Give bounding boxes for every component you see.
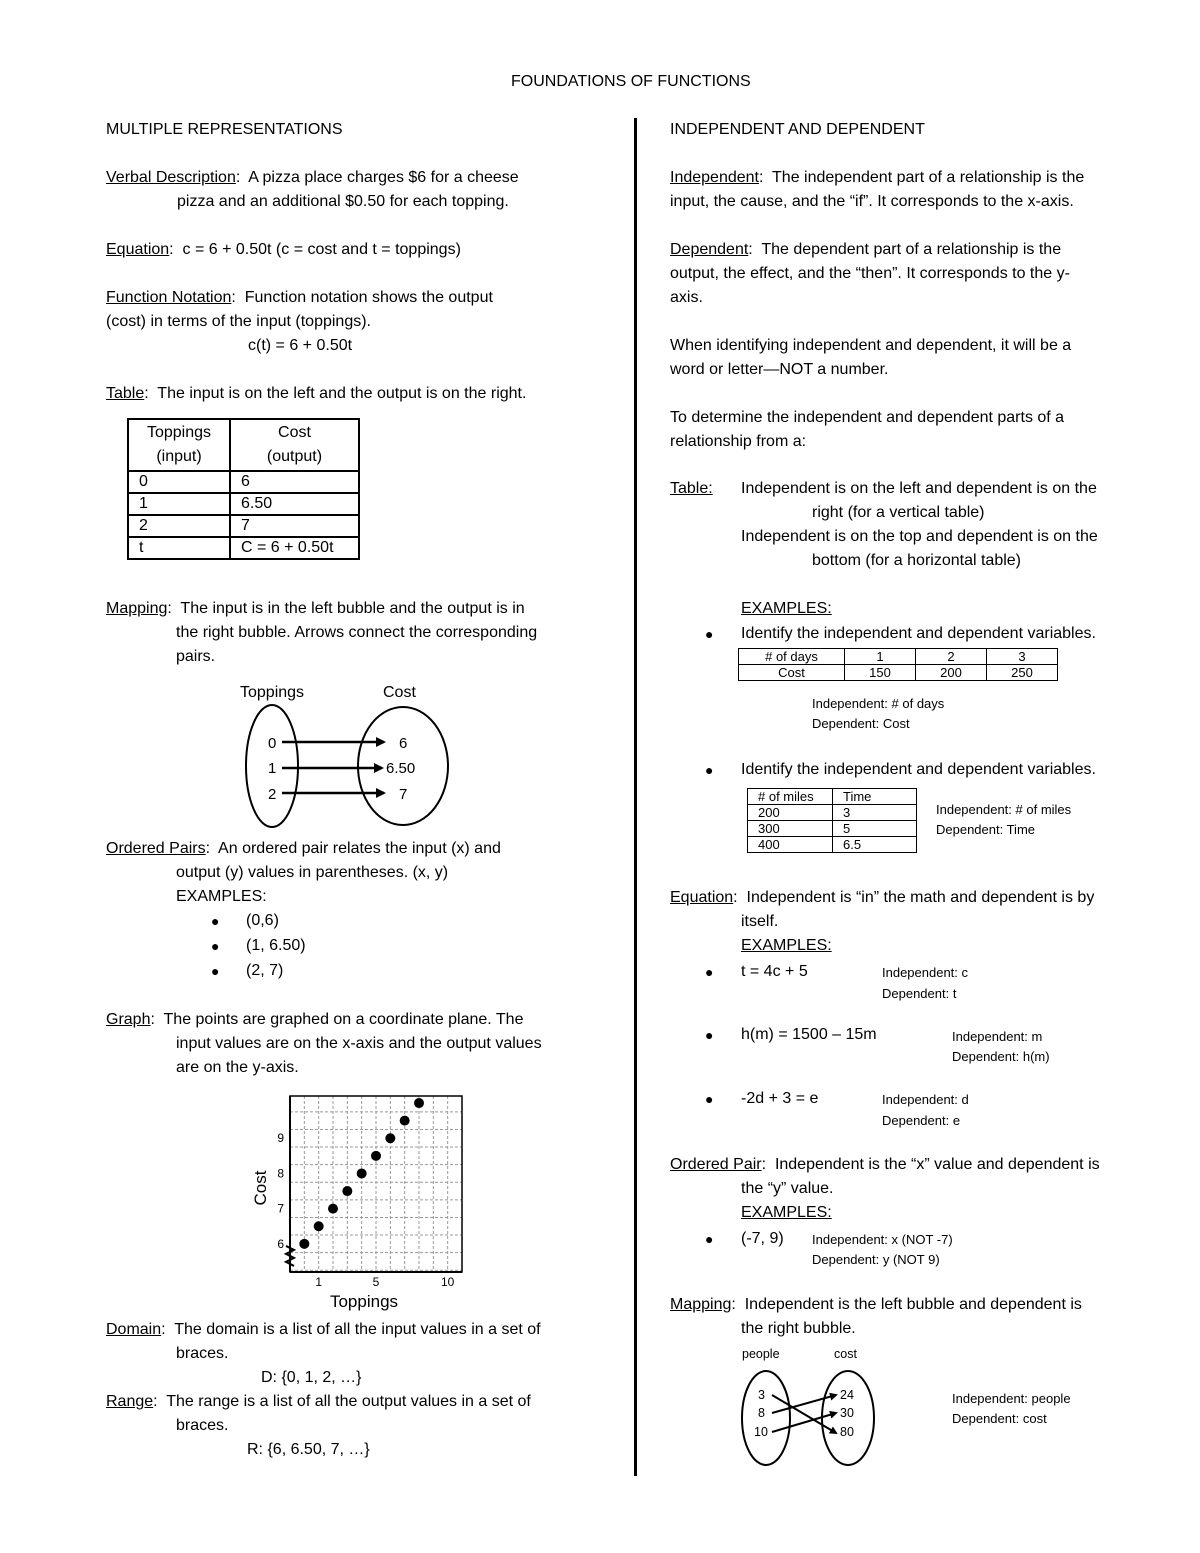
horizontal-table: [738, 648, 1058, 681]
table-section: Table: The input is on the left and the output is on the right.: [106, 385, 527, 402]
independent-label: Independent: [670, 169, 759, 186]
table-cell: 2: [916, 649, 987, 665]
equation-section: Equation: c = 6 + 0.50t (c = cost and t = toppings): [106, 241, 461, 258]
mapping-right-title: Cost: [383, 684, 416, 701]
table-row: [748, 837, 917, 853]
mapping2-output: 24: [840, 1388, 854, 1402]
mapping-output: 6: [399, 735, 408, 752]
verbal-line1: A pizza place charges $6 for a cheese: [248, 169, 519, 186]
table-cell: 200: [748, 805, 833, 821]
table-cell: 250: [987, 665, 1058, 681]
mapping-line2: the right bubble. Arrows connect the corresponding: [176, 624, 538, 641]
dependent-line1: The dependent part of a relationship is the: [761, 241, 1062, 258]
mapping2-input: 8: [758, 1406, 765, 1420]
equation-example: t = 4c + 5: [741, 963, 808, 980]
y-tick-label: 8: [277, 1166, 284, 1181]
ordered-pair-example: (2, 7): [246, 962, 284, 979]
pair-example-ind: Independent: x (NOT -7): [812, 1232, 953, 1247]
graph-section: Graph: The points are graphed on a coordinate plane. The: [106, 1011, 524, 1028]
data-point: [414, 1098, 424, 1108]
table-cell: 6: [230, 471, 359, 493]
table-example-2: Identify the independent and dependent variables.: [741, 761, 1096, 778]
column-divider: [634, 118, 637, 1476]
range-set: R: {6, 6.50, 7, …}: [247, 1441, 370, 1458]
ordered-pairs-line2: output (y) values in parentheses. (x, y): [176, 864, 449, 881]
equation-example-ind: Independent: m: [952, 1029, 1043, 1044]
header-line: (input): [156, 448, 202, 465]
mapping-input: 0: [268, 735, 277, 752]
chart-grid: [286, 1096, 462, 1272]
table-row: [739, 649, 1058, 665]
mapping2-left-title: people: [742, 1347, 780, 1361]
bullet-icon: ●: [705, 1027, 714, 1043]
verbal-line2: pizza and an additional $0.50 for each topping.: [177, 193, 509, 210]
table-row: [128, 493, 359, 515]
graph-line2: input values are on the x-axis and the output values: [176, 1035, 542, 1052]
right-table-line1: Independent is on the left and dependent is on the: [741, 480, 1097, 497]
table-cell: 200: [916, 665, 987, 681]
table-header-cell: [128, 419, 230, 471]
dependent-line3: axis.: [670, 289, 703, 306]
mapping-input: 2: [268, 786, 277, 803]
mapping-line3: pairs.: [176, 648, 216, 665]
table-answer-2-ind: Independent: # of miles: [936, 802, 1072, 817]
pair-example-dep: Dependent: y (NOT 9): [812, 1252, 940, 1267]
table-cell: 3: [987, 649, 1058, 665]
data-point: [328, 1204, 338, 1214]
table-cell: # of miles: [748, 789, 833, 805]
right-equation-section: Equation: Independent is “in” the math and dependent is by: [670, 889, 1095, 906]
bullet-icon: ●: [705, 1091, 714, 1107]
right-table-line3: Independent is on the top and dependent is on the: [741, 528, 1098, 545]
mapping-output: 6.50: [386, 760, 416, 777]
mapping2-arrow: [772, 1413, 836, 1432]
scatter-chart: [240, 1088, 480, 1316]
right-heading: INDEPENDENT AND DEPENDENT: [670, 121, 925, 138]
data-point: [342, 1186, 352, 1196]
page-title: FOUNDATIONS OF FUNCTIONS: [511, 73, 751, 90]
table-row: [739, 665, 1058, 681]
ordered-pairs-section: Ordered Pairs: An ordered pair relates the input (x) and: [106, 840, 501, 857]
dependent-label: Dependent: [670, 241, 749, 258]
data-point: [357, 1168, 367, 1178]
independent-line2: input, the cause, and the “if”. It corresponds to the x-axis.: [670, 193, 1074, 210]
ordered-pairs-line1: An ordered pair relates the input (x) and: [218, 840, 501, 857]
table-header-row: [128, 419, 359, 471]
table-cell: 150: [845, 665, 916, 681]
pair-example: (-7, 9): [741, 1230, 784, 1247]
table-example-1: Identify the independent and dependent variables.: [741, 625, 1096, 642]
left-heading: MULTIPLE REPRESENTATIONS: [106, 121, 343, 138]
table-cell: 7: [230, 515, 359, 537]
pizza-table: [127, 418, 360, 560]
determine-line2: relationship from a:: [670, 433, 807, 450]
right-equation-line1: Independent is “in” the math and dependent is by: [746, 889, 1095, 906]
mapping-left-title: Toppings: [240, 684, 305, 701]
mapping-input: 1: [268, 760, 277, 777]
equation-example-dep: Dependent: h(m): [952, 1049, 1050, 1064]
table-cell: t: [128, 537, 230, 559]
table-cell: Cost: [739, 665, 845, 681]
table-row: [748, 789, 917, 805]
bullet-icon: ●: [705, 964, 714, 980]
chart-y-label: Cost: [251, 1170, 270, 1206]
right-pair-line1: Independent is the “x” value and dependent is: [774, 1156, 1100, 1173]
right-equation-line2: itself.: [741, 913, 779, 930]
table-cell: 3: [833, 805, 917, 821]
determine-line1: To determine the independent and dependent parts of a: [670, 409, 1065, 426]
equation-example-ind: Independent: d: [882, 1092, 969, 1107]
independent-section: Independent: The independent part of a relationship is the: [670, 169, 1085, 186]
function-notation-formula: c(t) = 6 + 0.50t: [248, 337, 353, 354]
table-cell: 2: [128, 515, 230, 537]
domain-section: Domain: The domain is a list of all the input values in a set of: [106, 1321, 541, 1338]
header-line: (output): [266, 448, 323, 465]
bullet-icon: ●: [211, 963, 220, 979]
right-table-line4: bottom (for a horizontal table): [812, 552, 1021, 569]
note-line1: When identifying independent and dependent, it will be a: [670, 337, 1072, 354]
table-cell: 0: [128, 471, 230, 493]
right-mapping-line2: the right bubble.: [741, 1320, 856, 1337]
table-answer-2-dep: Dependent: Time: [936, 822, 1036, 837]
right-pair-section: Ordered Pair: Independent is the “x” value and dependent is: [670, 1156, 1100, 1173]
equation-example-ind: Independent: c: [882, 965, 969, 980]
table-answer-1-dep: Dependent: Cost: [812, 716, 910, 731]
table-cell: 5: [833, 821, 917, 837]
people-cost-mapping: [736, 1343, 896, 1471]
mapping2-input: 3: [758, 1388, 765, 1402]
ordered-pair-example: (1, 6.50): [246, 937, 306, 954]
graph-line1: The points are graphed on a coordinate plane. The: [163, 1011, 524, 1028]
table-cell: 1: [845, 649, 916, 665]
right-equation-examples-label: EXAMPLES:: [741, 937, 832, 954]
table-cell: C = 6 + 0.50t: [230, 537, 359, 559]
domain-line2: braces.: [176, 1345, 229, 1362]
data-point: [400, 1116, 410, 1126]
table-cell: Time: [833, 789, 917, 805]
right-mapping-label: Mapping: [670, 1296, 732, 1313]
equation-example-dep: Dependent: t: [882, 986, 957, 1001]
table-row: [748, 805, 917, 821]
vertical-table: [747, 788, 917, 853]
mapping-output: 7: [399, 786, 408, 803]
header-line: Cost: [278, 424, 311, 441]
mapping2-output: 30: [840, 1406, 854, 1420]
bullet-icon: ●: [705, 762, 714, 778]
mapping-section: Mapping: The input is in the left bubble and the output is in: [106, 600, 525, 617]
table-cell: 6.5: [833, 837, 917, 853]
function-notation-line2: (cost) in terms of the input (toppings).: [106, 313, 371, 330]
right-table-examples-label: EXAMPLES:: [741, 600, 832, 617]
range-line2: braces.: [176, 1417, 229, 1434]
equation-text: c = 6 + 0.50t (c = cost and t = toppings): [182, 241, 461, 258]
people-bubble: [742, 1371, 790, 1465]
right-table-line2: right (for a vertical table): [812, 504, 985, 521]
bullet-icon: ●: [211, 938, 220, 954]
table-row: [128, 471, 359, 493]
dependent-section: Dependent: The dependent part of a relationship is the: [670, 241, 1062, 258]
chart-x-label: Toppings: [329, 1292, 399, 1311]
function-notation-label: Function Notation: [106, 289, 232, 306]
independent-line1: The independent part of a relationship is the: [772, 169, 1085, 186]
domain-line1: The domain is a list of all the input values in a set of: [174, 1321, 541, 1338]
graph-line3: are on the y-axis.: [176, 1059, 299, 1076]
right-mapping-section: Mapping: Independent is the left bubble and dependent is: [670, 1296, 1082, 1313]
dependent-line2: output, the effect, and the “then”. It corresponds to the y-: [670, 265, 1070, 282]
bullet-icon: ●: [705, 626, 714, 642]
range-section: Range: The range is a list of all the output values in a set of: [106, 1393, 531, 1410]
data-point: [371, 1151, 381, 1161]
graph-label: Graph: [106, 1011, 151, 1028]
table-cell: # of days: [739, 649, 845, 665]
right-pair-examples-label: EXAMPLES:: [741, 1204, 832, 1221]
chart-ticks: [277, 1131, 454, 1289]
x-tick-label: 5: [372, 1275, 380, 1289]
table-row: [128, 515, 359, 537]
right-equation-label: Equation: [670, 889, 734, 906]
mapping2-output: 80: [840, 1425, 854, 1439]
x-tick-label: 10: [440, 1275, 455, 1289]
table-row: [748, 821, 917, 837]
mapping2-arrow: [772, 1395, 836, 1413]
table-label: Table: [106, 385, 145, 402]
table-row: [128, 537, 359, 559]
mapping2-right-title: cost: [834, 1347, 857, 1361]
table-answer-1-ind: Independent: # of days: [812, 696, 945, 711]
table-text: The input is on the left and the output is on the right.: [157, 385, 527, 402]
data-point: [385, 1133, 395, 1143]
y-tick-label: 6: [277, 1236, 284, 1251]
right-mapping-line1: Independent is the left bubble and dependent is: [744, 1296, 1082, 1313]
right-pair-label: Ordered Pair: [670, 1156, 762, 1173]
table-cell: 300: [748, 821, 833, 837]
table-cell: 400: [748, 837, 833, 853]
verbal-description: Verbal Description: A pizza place charges $6 for a cheese: [106, 169, 519, 186]
x-tick-label: 1: [315, 1275, 323, 1289]
mapping-label: Mapping: [106, 600, 168, 617]
data-point: [299, 1239, 309, 1249]
domain-set: D: {0, 1, 2, …}: [261, 1369, 362, 1386]
mapping2-arrow: [772, 1395, 836, 1433]
axis-break-icon: [286, 1246, 294, 1266]
header-line: Toppings: [146, 424, 212, 441]
mapping2-dep: Dependent: cost: [952, 1411, 1047, 1426]
verbal-label: Verbal Description: [106, 169, 236, 186]
bullet-icon: ●: [705, 1231, 714, 1247]
equation-label: Equation: [106, 241, 170, 258]
mapping-line1: The input is in the left bubble and the output is in: [180, 600, 525, 617]
bullet-icon: ●: [211, 913, 220, 929]
note-line2: word or letter—NOT a number.: [670, 361, 889, 378]
y-tick-label: 9: [277, 1131, 284, 1146]
range-line1: The range is a list of all the output values in a set of: [166, 1393, 531, 1410]
right-table-label: Table:: [670, 480, 713, 497]
function-notation-section: Function Notation: Function notation shows the output: [106, 289, 493, 306]
mapping-diagram: [236, 680, 456, 830]
table-header-cell: [230, 419, 359, 471]
function-notation-line1: Function notation shows the output: [244, 289, 493, 306]
equation-example: -2d + 3 = e: [741, 1090, 819, 1107]
equation-example: h(m) = 1500 – 15m: [741, 1026, 877, 1043]
ordered-pairs-label: Ordered Pairs: [106, 840, 206, 857]
right-pair-line2: the “y” value.: [741, 1180, 834, 1197]
ordered-pairs-examples-label: EXAMPLES:: [176, 888, 267, 905]
equation-example-dep: Dependent: e: [882, 1113, 961, 1128]
mapping2-input: 10: [754, 1425, 768, 1439]
y-tick-label: 7: [277, 1201, 284, 1216]
data-point: [314, 1221, 324, 1231]
mapping2-ind: Independent: people: [952, 1391, 1071, 1406]
range-label: Range: [106, 1393, 154, 1410]
table-cell: 6.50: [230, 493, 359, 515]
table-cell: 1: [128, 493, 230, 515]
ordered-pair-example: (0,6): [246, 912, 279, 929]
domain-label: Domain: [106, 1321, 162, 1338]
